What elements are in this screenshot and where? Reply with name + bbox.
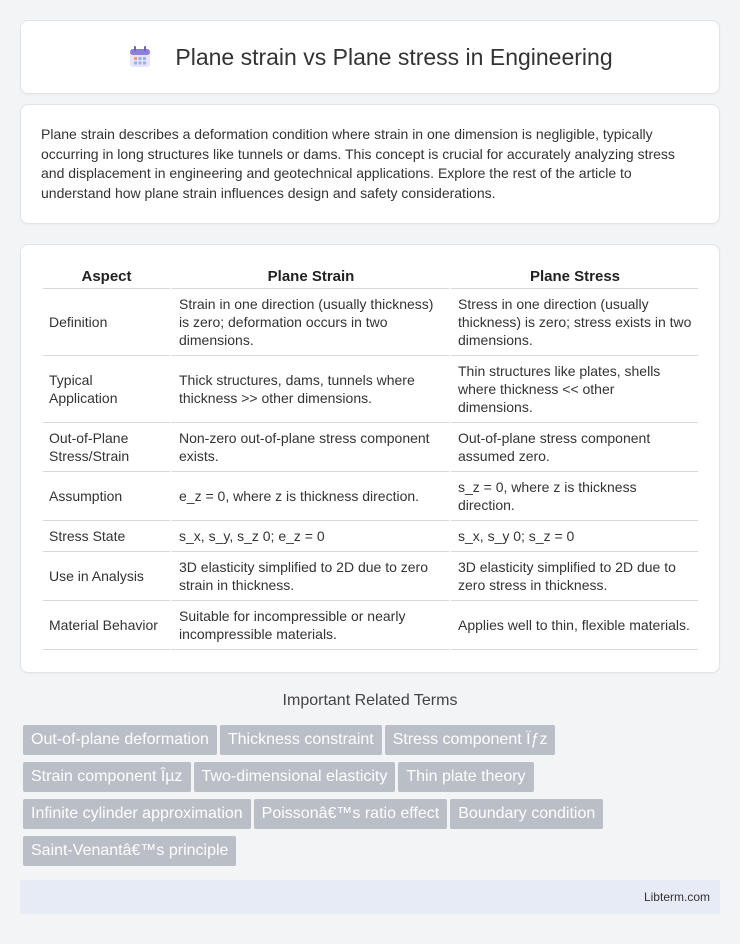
table-cell-plane-stress: Applies well to thin, flexible materials. — [449, 601, 698, 650]
table-row — [43, 472, 698, 521]
table-row — [43, 289, 698, 356]
table-cell-plane-stress: s_x, s_y 0; s_z = 0 — [449, 521, 698, 552]
table-cell-aspect: Stress State — [43, 521, 170, 552]
table-cell-plane-strain: 3D elasticity simplified to 2D due to zero strain in thickness. — [170, 552, 449, 601]
header-plane-stress: Plane Stress — [449, 267, 698, 289]
title-wrap — [127, 44, 612, 71]
table-cell-plane-stress: Stress in one direction (usually thickness) is zero; stress exists in two dimensions. — [449, 289, 698, 356]
table-cell-plane-strain: s_x, s_y, s_z 0; e_z = 0 — [170, 521, 449, 552]
related-term-tag[interactable]: Saint-Venantâ€™s principle — [23, 836, 236, 866]
table-row — [43, 423, 698, 472]
table-cell-plane-stress: s_z = 0, where z is thickness direction. — [449, 472, 698, 521]
table-cell-aspect: Typical Application — [43, 356, 170, 423]
related-term-tag[interactable]: Poissonâ€™s ratio effect — [254, 799, 448, 829]
related-term-tag[interactable]: Thin plate theory — [398, 762, 533, 792]
comparison-table — [43, 267, 698, 650]
table-cell-aspect: Out-of-Plane Stress/Strain — [43, 423, 170, 472]
table-cell-plane-stress: Out-of-plane stress component assumed zero. — [449, 423, 698, 472]
table-cell-plane-strain: Thick structures, dams, tunnels where thickness >> other dimensions. — [170, 356, 449, 423]
related-term-tag[interactable]: Strain component Îµz — [23, 762, 191, 792]
intro-card — [20, 104, 720, 224]
table-row — [43, 521, 698, 552]
table-row — [43, 356, 698, 423]
table-cell-aspect: Assumption — [43, 472, 170, 521]
related-term-tag[interactable]: Out-of-plane deformation — [23, 725, 217, 755]
comparison-card — [20, 244, 720, 673]
related-term-tag[interactable]: Infinite cylinder approximation — [23, 799, 251, 829]
table-cell-aspect: Definition — [43, 289, 170, 356]
related-term-tag[interactable]: Boundary condition — [450, 799, 603, 829]
footer — [20, 880, 720, 914]
header-aspect: Aspect — [43, 267, 170, 289]
table-cell-aspect: Use in Analysis — [43, 552, 170, 601]
related-terms-list — [23, 725, 713, 873]
related-term-tag[interactable]: Stress component Ïƒz — [385, 725, 556, 755]
table-header-row — [43, 267, 698, 289]
header-plane-strain: Plane Strain — [170, 267, 449, 289]
related-term-tag[interactable]: Two-dimensional elasticity — [194, 762, 396, 792]
table-cell-plane-stress: 3D elasticity simplified to 2D due to zero stress in thickness. — [449, 552, 698, 601]
table-cell-plane-strain: Strain in one direction (usually thickness) is zero; deformation occurs in two dimensions. — [170, 289, 449, 356]
table-row — [43, 601, 698, 650]
title-card — [20, 20, 720, 94]
footer-site-link[interactable]: Libterm.com — [643, 890, 710, 904]
table-cell-plane-stress: Thin structures like plates, shells where thickness << other dimensions. — [449, 356, 698, 423]
table-row — [43, 552, 698, 601]
related-term-tag[interactable]: Thickness constraint — [220, 725, 382, 755]
table-cell-plane-strain: Suitable for incompressible or nearly incompressible materials. — [170, 601, 449, 650]
table-cell-aspect: Material Behavior — [43, 601, 170, 650]
related-terms-title: Important Related Terms — [282, 692, 458, 709]
table-cell-plane-strain: e_z = 0, where z is thickness direction. — [170, 472, 449, 521]
intro-paragraph: Plane strain describes a deformation condition where strain in one dimension is negligible, typically occurring in long structures like tunnels or dams. This concept is crucial for accurately analyzing stress and displacement in engineering and geotechnical applications. Explore the rest of the article to understand how plane strain influences design and safety considerations. — [41, 126, 675, 201]
calendar-grid-icon — [127, 44, 153, 70]
table-cell-plane-strain: Non-zero out-of-plane stress component exists. — [170, 423, 449, 472]
page-title: Plane strain vs Plane stress in Engineering — [175, 43, 613, 70]
